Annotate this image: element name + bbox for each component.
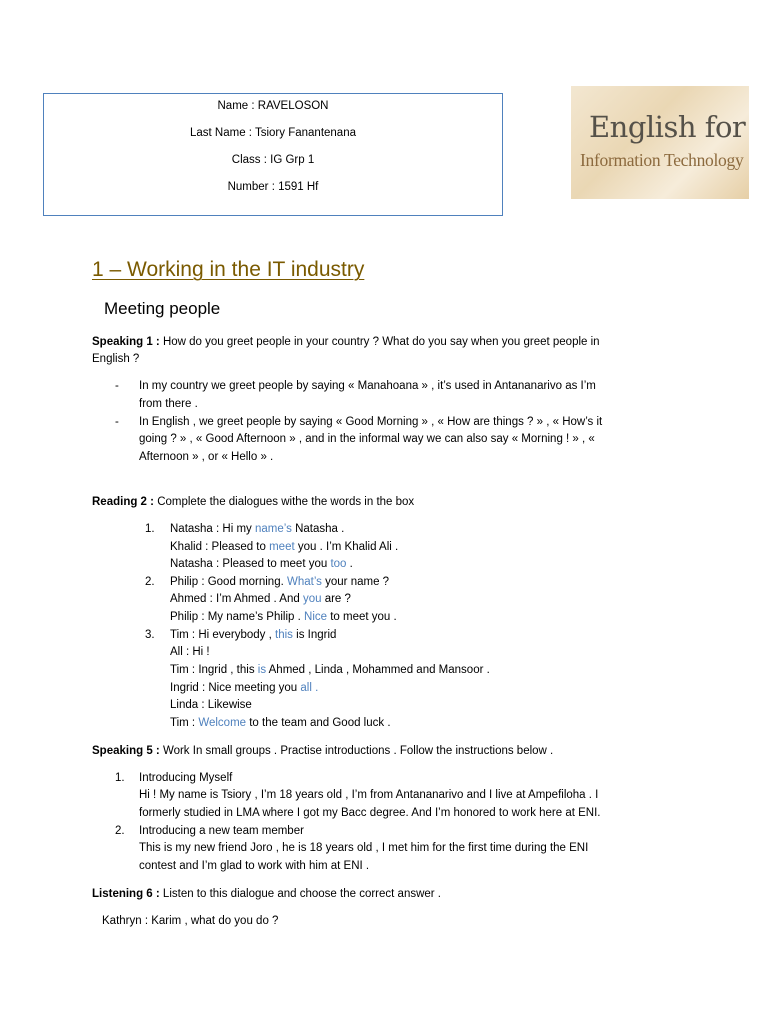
speaking-1-question-cont: English ? (92, 353, 140, 365)
filled-word: Nice (304, 611, 328, 623)
section-subheading: Meeting people (104, 299, 221, 318)
listening-6-instruction: Listening 6 : Listen to this dialogue and choose the correct answer . (92, 888, 442, 900)
bullet-2-line-2: going ? » , « Good Afternoon » , and in the informal way we can also say « Morning ! » , « (139, 433, 595, 445)
filled-word: you (302, 593, 322, 605)
bullet-dash-2: - (115, 416, 119, 428)
list-number-3: 3. (145, 629, 155, 641)
filled-word: name’s (255, 523, 292, 535)
filled-word: all . (300, 682, 319, 694)
list-number-1: 1. (115, 772, 125, 784)
speaking-5-label: Speaking 5 : (92, 745, 163, 757)
intro-title-2: Introducing a new team member (139, 825, 304, 837)
bullet-2-line-3: Afternoon » , or « Hello » . (139, 451, 274, 463)
logo-line-2: Information Technology (580, 150, 744, 170)
intro-title-1: Introducing Myself (139, 772, 233, 784)
student-number: Number : 1591 Hf (227, 181, 319, 193)
filled-word: What’s (286, 576, 322, 588)
speaking-5-instruction: Speaking 5 : Work In small groups . Practise introductions . Follow the instructions below . (92, 745, 554, 757)
bullet-2-line-1: In English , we greet people by saying « Good Morning » , « How are things ? » , « How’s it (139, 416, 603, 428)
student-last-name: Last Name : Tsiory Fanantenana (190, 127, 356, 139)
intro-1-line-2: formerly studied in LMA where I got my Bacc degree. And I’m honored to work here at ENI. (139, 807, 601, 819)
dialogue-line: Natasha : Pleased to meet you too . (170, 558, 353, 570)
student-info-box (43, 93, 503, 216)
reading-2-instruction: Reading 2 : Complete the dialogues withe the words in the box (92, 496, 415, 508)
list-number-1: 1. (145, 523, 155, 535)
student-name: Name : RAVELOSON (217, 100, 329, 112)
bullet-dash-1: - (115, 380, 119, 392)
dialogue-line: Philip : Good morning. What’s your name ? (170, 576, 390, 588)
filled-word: too (330, 558, 347, 570)
list-number-2: 2. (115, 825, 125, 837)
intro-1-line-1: Hi ! My name is Tsiory , I’m 18 years old , I’m from Antananarivo and I live at Ampefiloha . I (139, 789, 599, 801)
intro-2-line-2: contest and I’m glad to work with him at ENI . (139, 860, 370, 872)
bullet-1-line-2: from there . (139, 398, 198, 410)
student-class: Class : IG Grp 1 (231, 154, 315, 166)
dialogue-line: All : Hi ! (170, 646, 210, 658)
dialogue-line: Linda : Likewise (170, 699, 252, 711)
intro-2-line-1: This is my new friend Joro , he is 18 years old , I met him for the first time during the ENI (139, 842, 589, 854)
dialogue-line: Khalid : Pleased to meet you . I’m Khalid Ali . (170, 541, 399, 553)
filled-word: meet (269, 541, 295, 553)
speaking-1-question: Speaking 1 : How do you greet people in your country ? What do you say when you greet people in (92, 336, 600, 348)
speaking-1-label: Speaking 1 : (92, 336, 163, 348)
bullet-1-line-1: In my country we greet people by saying « Manahoana » , it’s used in Antananarivo as I’m (139, 380, 596, 392)
filled-word: is (257, 664, 267, 676)
dialogue-line: Ahmed : I’m Ahmed . And you are ? (170, 593, 351, 605)
section-heading: 1 – Working in the IT industry (92, 258, 365, 281)
reading-2-label: Reading 2 : (92, 496, 158, 508)
listening-6-label: Listening 6 : (92, 888, 163, 900)
dialogue-line: Philip : My name’s Philip . Nice to meet you . (170, 611, 397, 623)
dialogue-line: Tim : Welcome to the team and Good luck . (170, 717, 391, 729)
filled-word: this (275, 629, 293, 641)
dialogue-line: Natasha : Hi my name’s Natasha . (170, 523, 345, 535)
dialogue-line: Kathryn : Karim , what do you do ? (102, 915, 279, 927)
english-for-it-logo (571, 86, 749, 199)
list-number-2: 2. (145, 576, 155, 588)
logo-line-1: English for (589, 110, 746, 144)
dialogue-line: Tim : Ingrid , this is Ahmed , Linda , Mohammed and Mansoor . (170, 664, 490, 676)
dialogue-line: Ingrid : Nice meeting you all . (170, 682, 319, 694)
filled-word: Welcome (198, 717, 247, 729)
dialogue-line: Tim : Hi everybody , this is Ingrid (170, 629, 337, 641)
